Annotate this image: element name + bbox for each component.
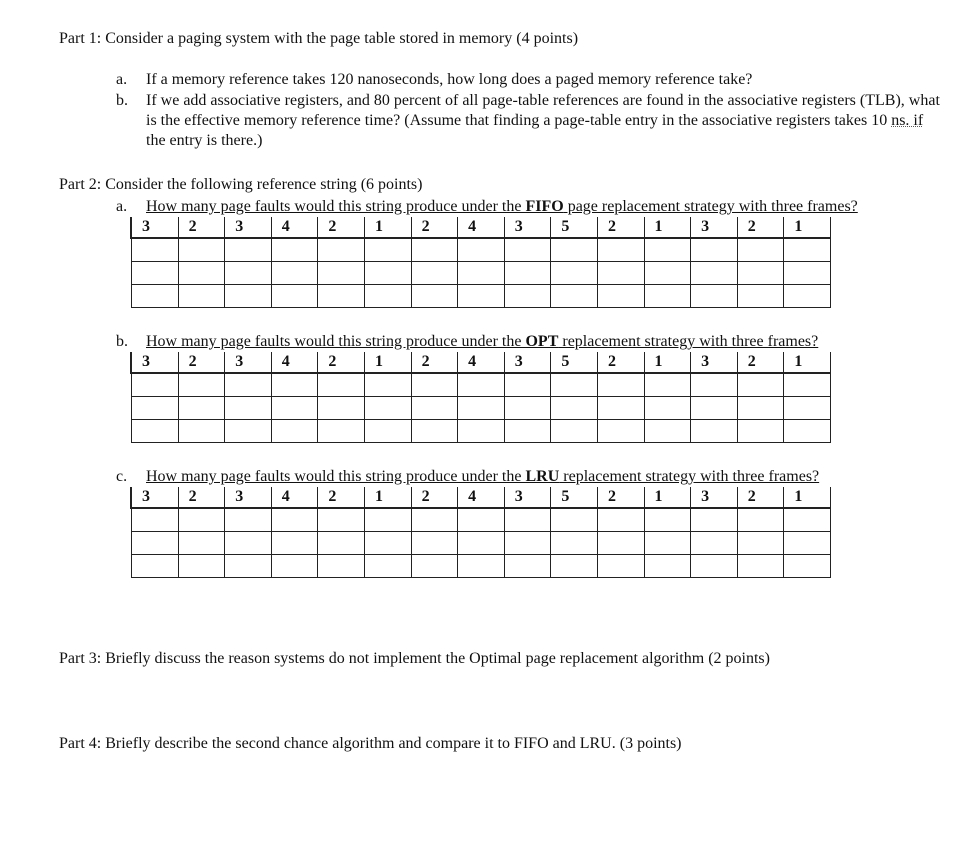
frame-cell[interactable]: [737, 238, 784, 262]
frame-cell[interactable]: [504, 373, 551, 397]
frame-cell[interactable]: [737, 397, 784, 420]
reference-cell: 2: [597, 217, 644, 238]
frame-cell[interactable]: [225, 262, 272, 285]
frame-cell[interactable]: [644, 262, 691, 285]
frame-cell[interactable]: [691, 532, 738, 555]
reference-cell: 3: [131, 352, 178, 373]
reference-cell: 2: [737, 217, 784, 238]
frame-cell[interactable]: [364, 508, 411, 532]
frame-cell[interactable]: [784, 262, 831, 285]
frame-cell[interactable]: [318, 420, 365, 443]
frame-cell[interactable]: [551, 420, 598, 443]
part2-question-c: [116, 467, 819, 487]
frame-cell[interactable]: [458, 262, 505, 285]
part1-item-b-spellcheck-mark: ns. if: [891, 112, 924, 129]
reference-cell: 3: [225, 487, 272, 508]
frame-cell[interactable]: [644, 555, 691, 578]
part3-text: Part 3: Briefly discuss the reason systems do not implement the Optimal page replacement algorithm (2 points): [59, 650, 770, 667]
frame-row-1: [131, 508, 830, 532]
frame-cell[interactable]: [131, 285, 178, 308]
frame-cell[interactable]: [737, 262, 784, 285]
part1-item-a-text: If a memory reference takes 120 nanoseconds, how long does a paged memory reference take?: [146, 71, 753, 88]
frame-cell[interactable]: [504, 285, 551, 308]
frame-cell[interactable]: [644, 238, 691, 262]
frame-cell[interactable]: [225, 373, 272, 397]
frame-cell[interactable]: [411, 373, 458, 397]
frame-cell[interactable]: [504, 262, 551, 285]
reference-cell: 4: [458, 352, 505, 373]
frame-cell[interactable]: [504, 532, 551, 555]
part2-question-c-letter: c.: [116, 468, 128, 485]
reference-string-row: [131, 487, 830, 508]
reference-cell: 2: [597, 352, 644, 373]
frame-cell[interactable]: [178, 262, 225, 285]
frame-cell[interactable]: [271, 532, 318, 555]
reference-cell: 1: [784, 487, 831, 508]
reference-cell: 3: [691, 217, 738, 238]
reference-cell: 4: [458, 487, 505, 508]
reference-cell: 3: [225, 217, 272, 238]
reference-cell: 1: [364, 352, 411, 373]
frame-row-2: [131, 397, 830, 420]
reference-cell: 3: [504, 217, 551, 238]
frame-cell[interactable]: [597, 238, 644, 262]
frame-cell[interactable]: [458, 532, 505, 555]
frame-cell[interactable]: [784, 373, 831, 397]
frame-cell[interactable]: [458, 238, 505, 262]
frame-cell[interactable]: [597, 555, 644, 578]
reference-cell: 3: [131, 487, 178, 508]
reference-cell: 4: [271, 487, 318, 508]
frame-row-2: [131, 532, 830, 555]
part2-title: Part 2: Consider the following reference string (6 points): [59, 176, 423, 193]
frame-cell[interactable]: [411, 508, 458, 532]
frame-cell[interactable]: [225, 238, 272, 262]
frame-cell[interactable]: [551, 373, 598, 397]
reference-cell: 3: [131, 217, 178, 238]
frame-cell[interactable]: [178, 397, 225, 420]
part1-item-a-letter: a.: [116, 71, 128, 88]
part2-question-b-text: How many page faults would this string produce under the OPT replacement strategy with three frames?: [146, 333, 819, 350]
reference-cell: 3: [504, 487, 551, 508]
part2-question-a-letter: a.: [116, 198, 128, 215]
frame-cell[interactable]: [458, 555, 505, 578]
frame-cell[interactable]: [411, 238, 458, 262]
reference-cell: 3: [691, 352, 738, 373]
frame-cell[interactable]: [458, 397, 505, 420]
reference-cell: 2: [318, 487, 365, 508]
frame-row-1: [131, 238, 830, 262]
frame-cell[interactable]: [458, 373, 505, 397]
frame-cell[interactable]: [364, 420, 411, 443]
frame-cell[interactable]: [737, 508, 784, 532]
reference-cell: 2: [411, 352, 458, 373]
frame-row-3: [131, 420, 830, 443]
frame-cell[interactable]: [737, 373, 784, 397]
frame-cell[interactable]: [597, 532, 644, 555]
frame-cell[interactable]: [504, 508, 551, 532]
frame-cell[interactable]: [597, 397, 644, 420]
frame-cell[interactable]: [691, 555, 738, 578]
frame-cell[interactable]: [318, 397, 365, 420]
frame-cell[interactable]: [131, 508, 178, 532]
frame-cell[interactable]: [178, 508, 225, 532]
reference-cell: 2: [737, 487, 784, 508]
frame-cell[interactable]: [551, 532, 598, 555]
frame-cell[interactable]: [271, 397, 318, 420]
lru-frame-table: [130, 487, 831, 578]
reference-cell: 4: [271, 352, 318, 373]
frame-cell[interactable]: [225, 420, 272, 443]
reference-cell: 5: [551, 487, 598, 508]
frame-cell[interactable]: [364, 285, 411, 308]
frame-cell[interactable]: [551, 397, 598, 420]
frame-cell[interactable]: [411, 262, 458, 285]
reference-cell: 2: [178, 217, 225, 238]
reference-cell: 5: [551, 217, 598, 238]
frame-row-3: [131, 285, 830, 308]
part1-item-b-text-after: the entry is there.): [146, 132, 263, 149]
frame-cell[interactable]: [131, 238, 178, 262]
frame-cell[interactable]: [644, 532, 691, 555]
frame-cell[interactable]: [597, 420, 644, 443]
frame-cell[interactable]: [597, 262, 644, 285]
frame-cell[interactable]: [178, 238, 225, 262]
reference-cell: 1: [644, 217, 691, 238]
frame-row-2: [131, 262, 830, 285]
frame-cell[interactable]: [644, 373, 691, 397]
frame-cell[interactable]: [504, 555, 551, 578]
part2-question-b: [116, 332, 818, 352]
frame-cell[interactable]: [364, 555, 411, 578]
frame-cell[interactable]: [644, 508, 691, 532]
frame-cell[interactable]: [644, 397, 691, 420]
reference-cell: 2: [411, 217, 458, 238]
frame-cell[interactable]: [131, 555, 178, 578]
frame-cell[interactable]: [597, 508, 644, 532]
frame-cell[interactable]: [178, 555, 225, 578]
frame-cell[interactable]: [411, 285, 458, 308]
frame-cell[interactable]: [411, 555, 458, 578]
reference-cell: 1: [784, 352, 831, 373]
frame-cell[interactable]: [691, 373, 738, 397]
reference-cell: 4: [458, 217, 505, 238]
part2-question-a: [116, 197, 858, 217]
frame-cell[interactable]: [737, 420, 784, 443]
frame-cell[interactable]: [364, 262, 411, 285]
frame-cell[interactable]: [737, 555, 784, 578]
frame-cell[interactable]: [784, 238, 831, 262]
frame-cell[interactable]: [551, 262, 598, 285]
frame-cell[interactable]: [318, 285, 365, 308]
frame-cell[interactable]: [318, 508, 365, 532]
frame-cell[interactable]: [131, 420, 178, 443]
reference-cell: 2: [178, 487, 225, 508]
frame-cell[interactable]: [597, 285, 644, 308]
reference-cell: 2: [318, 352, 365, 373]
frame-cell[interactable]: [691, 285, 738, 308]
frame-cell[interactable]: [131, 262, 178, 285]
frame-cell[interactable]: [784, 285, 831, 308]
frame-cell[interactable]: [318, 532, 365, 555]
frame-cell[interactable]: [271, 420, 318, 443]
frame-cell[interactable]: [318, 373, 365, 397]
frame-cell[interactable]: [271, 555, 318, 578]
part1-title: Part 1: Consider a paging system with the page table stored in memory (4 points): [59, 30, 579, 47]
frame-cell[interactable]: [551, 285, 598, 308]
frame-cell[interactable]: [225, 285, 272, 308]
frame-cell[interactable]: [458, 285, 505, 308]
reference-string-row: [131, 352, 830, 373]
frame-cell[interactable]: [131, 373, 178, 397]
part1-item-b-text: [146, 91, 946, 151]
reference-cell: 1: [644, 487, 691, 508]
frame-cell[interactable]: [737, 532, 784, 555]
frame-cell[interactable]: [178, 532, 225, 555]
reference-cell: 2: [318, 217, 365, 238]
reference-cell: 1: [364, 487, 411, 508]
part2-question-b-letter: b.: [116, 333, 128, 350]
frame-cell[interactable]: [737, 285, 784, 308]
frame-cell[interactable]: [225, 397, 272, 420]
reference-cell: 5: [551, 352, 598, 373]
reference-cell: 2: [411, 487, 458, 508]
frame-cell[interactable]: [225, 532, 272, 555]
frame-cell[interactable]: [271, 238, 318, 262]
frame-cell[interactable]: [458, 420, 505, 443]
frame-row-1: [131, 373, 830, 397]
frame-cell[interactable]: [784, 532, 831, 555]
part1-item-b-letter: b.: [116, 92, 128, 109]
frame-cell[interactable]: [318, 238, 365, 262]
frame-cell[interactable]: [225, 555, 272, 578]
frame-cell[interactable]: [597, 373, 644, 397]
frame-cell[interactable]: [504, 420, 551, 443]
reference-cell: 3: [691, 487, 738, 508]
reference-cell: 1: [364, 217, 411, 238]
frame-cell[interactable]: [364, 373, 411, 397]
frame-cell[interactable]: [364, 238, 411, 262]
frame-cell[interactable]: [691, 238, 738, 262]
part2-question-a-text: How many page faults would this string produce under the FIFO page replacement strategy with three frames?: [146, 198, 858, 215]
frame-cell[interactable]: [364, 397, 411, 420]
frame-cell[interactable]: [131, 397, 178, 420]
frame-cell[interactable]: [784, 555, 831, 578]
reference-cell: 1: [644, 352, 691, 373]
reference-string-row: [131, 217, 830, 238]
frame-cell[interactable]: [691, 262, 738, 285]
frame-cell[interactable]: [271, 373, 318, 397]
fifo-frame-table: [130, 217, 831, 308]
frame-cell[interactable]: [458, 508, 505, 532]
frame-cell[interactable]: [504, 397, 551, 420]
frame-cell[interactable]: [784, 420, 831, 443]
reference-cell: 4: [271, 217, 318, 238]
part4-text: Part 4: Briefly describe the second chance algorithm and compare it to FIFO and LRU. (3 points): [59, 735, 682, 752]
frame-cell[interactable]: [178, 373, 225, 397]
frame-cell[interactable]: [411, 532, 458, 555]
part2-question-c-text: How many page faults would this string produce under the LRU replacement strategy with three frames?: [146, 468, 820, 485]
frame-cell[interactable]: [691, 508, 738, 532]
part1-item-b-text-before: If we add associative registers, and 80 percent of all page-table references are found in the associative registers (TLB), what is the effective memory reference time? (Assume that finding a page-table entry in the associative registers takes 10: [146, 92, 940, 129]
reference-cell: 1: [784, 217, 831, 238]
frame-cell[interactable]: [691, 420, 738, 443]
reference-cell: 3: [225, 352, 272, 373]
frame-cell[interactable]: [364, 532, 411, 555]
frame-cell[interactable]: [178, 285, 225, 308]
reference-cell: 2: [597, 487, 644, 508]
frame-cell[interactable]: [784, 397, 831, 420]
frame-cell[interactable]: [551, 508, 598, 532]
frame-cell[interactable]: [784, 508, 831, 532]
frame-cell[interactable]: [271, 508, 318, 532]
frame-cell[interactable]: [271, 262, 318, 285]
frame-cell[interactable]: [551, 555, 598, 578]
frame-cell[interactable]: [691, 397, 738, 420]
frame-cell[interactable]: [551, 238, 598, 262]
frame-cell[interactable]: [318, 555, 365, 578]
frame-cell[interactable]: [131, 532, 178, 555]
frame-cell[interactable]: [225, 508, 272, 532]
frame-cell[interactable]: [271, 285, 318, 308]
frame-row-3: [131, 555, 830, 578]
reference-cell: 2: [737, 352, 784, 373]
reference-cell: 3: [504, 352, 551, 373]
frame-cell[interactable]: [644, 420, 691, 443]
frame-cell[interactable]: [411, 420, 458, 443]
frame-cell[interactable]: [178, 420, 225, 443]
reference-cell: 2: [178, 352, 225, 373]
frame-cell[interactable]: [504, 238, 551, 262]
frame-cell[interactable]: [411, 397, 458, 420]
frame-cell[interactable]: [318, 262, 365, 285]
frame-cell[interactable]: [644, 285, 691, 308]
opt-frame-table: [130, 352, 831, 443]
